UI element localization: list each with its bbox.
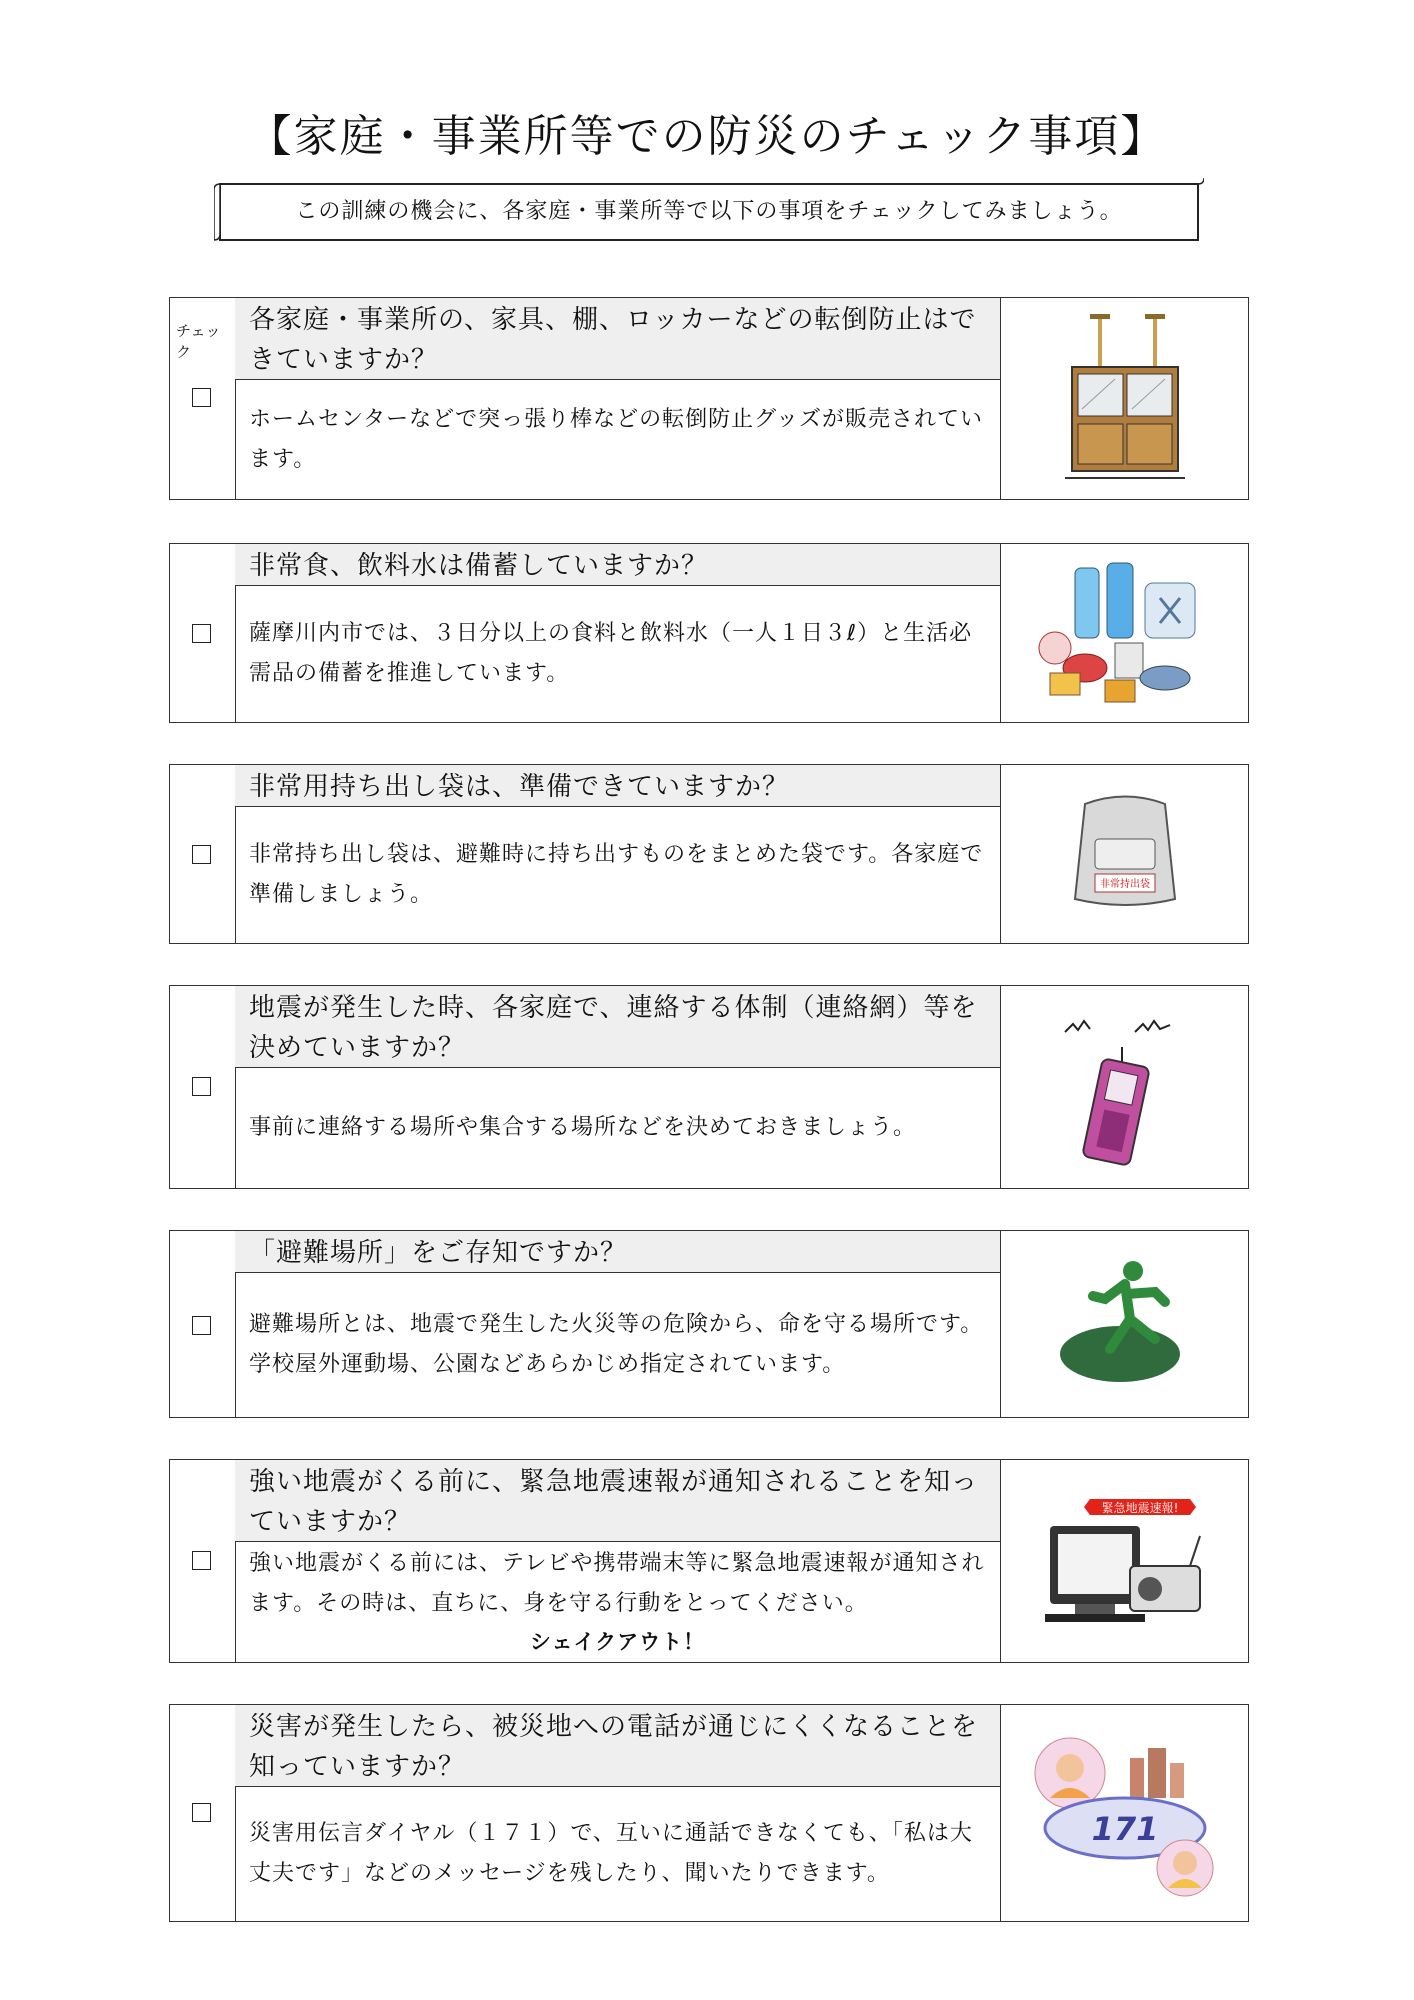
check-item — [169, 297, 1249, 500]
cabinet-with-brace-icon — [1060, 314, 1190, 484]
item-picture — [1001, 1460, 1248, 1662]
intro-banner — [214, 178, 1204, 246]
item-answer — [235, 380, 1000, 499]
food-water-supplies-icon — [1035, 558, 1215, 708]
item-question: 各家庭・事業所の、家具、棚、ロッカーなどの転倒防止はできていますか？ — [235, 298, 1000, 380]
checkbox[interactable] — [192, 1803, 211, 1822]
check-item — [169, 985, 1249, 1189]
checkbox[interactable] — [192, 845, 211, 864]
item-question: 強い地震がくる前に、緊急地震速報が通知されることを知っていますか？ — [235, 1460, 1000, 1542]
item-picture — [1001, 298, 1248, 499]
checkbox[interactable] — [192, 624, 211, 643]
item-answer — [235, 586, 1000, 722]
page-title: 【家庭・事業所等での防災のチェック事項】 — [247, 111, 1167, 162]
check-item — [169, 543, 1249, 723]
checkbox[interactable] — [192, 1551, 211, 1570]
bag-label: 非常持出袋 — [1099, 879, 1150, 890]
item-question: 「避難場所」をご存知ですか？ — [235, 1231, 1000, 1273]
check-cell — [170, 298, 236, 499]
tv-radio-alert-icon — [1040, 1491, 1210, 1631]
mobile-phone-icon — [1060, 1007, 1190, 1167]
check-cell — [170, 1705, 236, 1921]
check-item — [169, 764, 1249, 944]
item-picture — [1001, 1705, 1248, 1921]
item-body — [235, 544, 1001, 722]
check-cell — [170, 1460, 236, 1662]
check-item — [169, 1459, 1249, 1663]
item-body — [235, 1231, 1001, 1417]
alert-label: 緊急地震速報! — [1101, 1501, 1178, 1515]
item-answer — [235, 807, 1000, 943]
emergency-bag-icon — [1060, 794, 1190, 914]
item-body — [235, 1705, 1001, 1921]
check-cell — [170, 765, 236, 943]
intro-text: この訓練の機会に、各家庭・事業所等で以下の事項をチェックしてみましょう。 — [295, 199, 1123, 224]
check-cell — [170, 1231, 236, 1417]
item-question: 非常用持ち出し袋は、準備できていますか？ — [235, 765, 1000, 807]
answer-text: 薩摩川内市では、３日分以上の食料と飲料水（一人１日３ℓ）と生活必需品の備蓄を推進しています。 — [249, 621, 973, 686]
evacuation-site-icon — [1055, 1259, 1195, 1389]
item-body — [235, 765, 1001, 943]
item-answer — [235, 1542, 1000, 1662]
item-picture — [1001, 1231, 1248, 1417]
answer-text: ホームセンターなどで突っ張り棒などの転倒防止グッズが販売されています。 — [249, 406, 984, 472]
item-picture — [1001, 765, 1248, 943]
item-answer — [235, 1273, 1000, 1417]
item-body — [235, 298, 1001, 499]
check-label: チェック — [176, 322, 221, 361]
item-answer — [235, 1787, 1000, 1921]
answer-text: 非常持ち出し袋は、避難時に持ち出すものをまとめた袋です。各家庭で準備しましょう。 — [249, 842, 984, 907]
check-cell — [170, 544, 236, 722]
answer-text: 強い地震がくる前には、テレビや携帯端末等に緊急地震速報が通知されます。その時は、直ちに、身を守る行動をとってください。 — [249, 1551, 985, 1616]
item-question: 災害が発生したら、被災地への電話が通じにくくなることを知っていますか？ — [235, 1705, 1000, 1787]
answer-text: 災害用伝言ダイヤル（１７１）で、互いに通話できなくても、「私は大丈夫です」などのメッセージを残したり、聞いたりできます。 — [249, 1821, 973, 1886]
check-item — [169, 1230, 1249, 1418]
item-body — [235, 986, 1001, 1188]
check-item — [169, 1704, 1249, 1922]
answer-text: 避難場所とは、地震で発生した火災等の危険から、命を守る場所です。学校屋外運動場、公園などあらかじめ指定されています。 — [249, 1312, 984, 1377]
message-dial-171-icon — [1030, 1728, 1220, 1898]
item-body — [235, 1460, 1001, 1662]
item-answer — [235, 1068, 1000, 1188]
item-picture — [1001, 986, 1248, 1188]
item-question: 地震が発生した時、各家庭で、連絡する体制（連絡網）等を決めていますか？ — [235, 986, 1000, 1068]
item-question: 非常食、飲料水は備蓄していますか？ — [235, 544, 1000, 586]
shakeout-text: シェイクアウト！ — [529, 1630, 706, 1654]
item-picture — [1001, 544, 1248, 722]
dial-label: 171 — [1091, 1810, 1158, 1848]
check-cell — [170, 986, 236, 1188]
checkbox[interactable] — [192, 1316, 211, 1335]
answer-text: 事前に連絡する場所や集合する場所などを決めておきましょう。 — [249, 1115, 917, 1140]
checkbox[interactable] — [192, 1077, 211, 1096]
checkbox[interactable] — [192, 388, 211, 407]
